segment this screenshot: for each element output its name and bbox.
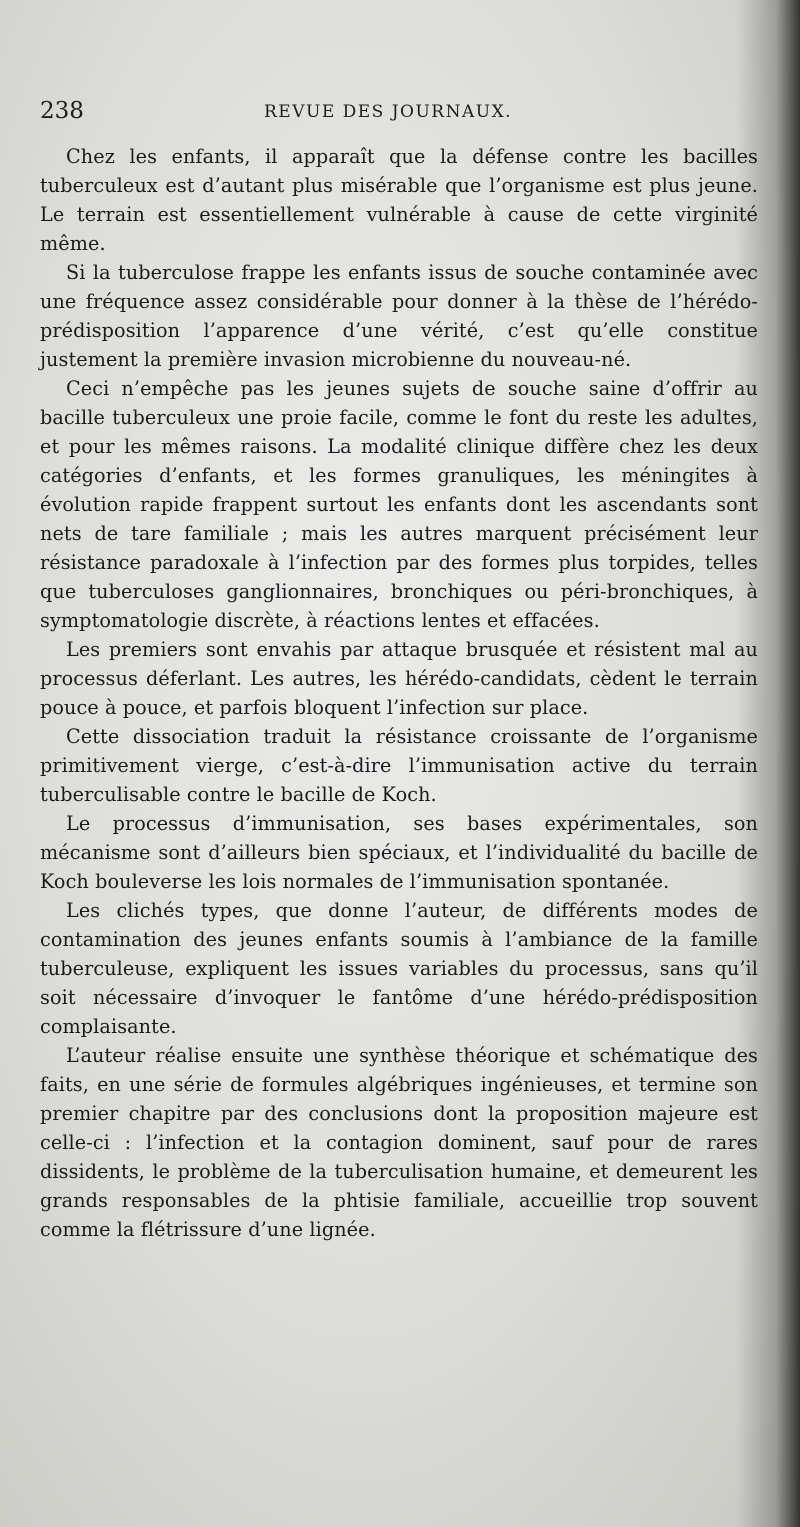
journal-title: REVUE DES JOURNAUX. bbox=[264, 102, 513, 122]
paragraph: Si la tuberculose frappe les enfants issus de souche contaminée avec une fréquence assez considérable pour donner à la thèse de l’hérédo-prédisposition l’apparence d’une vérité, c’est qu’elle constitue justement la première invasion microbienne du nouveau-né. bbox=[40, 261, 758, 371]
page-number: 238 bbox=[40, 98, 84, 124]
article-body bbox=[40, 142, 758, 1244]
paragraph: Chez les enfants, il apparaît que la défense contre les bacilles tuberculeux est d’autant plus misérable que l’organisme est plus jeune. Le terrain est essentiellement vulnérable à cause de cette virginité même. bbox=[40, 145, 758, 255]
paragraph: Les clichés types, que donne l’auteur, de différents modes de contamination des jeunes enfants soumis à l’ambiance de la famille tuberculeuse, expliquent les issues variables du processus, sans qu’il soit nécessaire d’invoquer le fantôme d’une hérédo-prédisposition complaisante. bbox=[40, 899, 758, 1038]
paragraph: Cette dissociation traduit la résistance croissante de l’organisme primitivement vierge, c’est-à-dire l’immunisation active du terrain tuberculisable contre le bacille de Koch. bbox=[40, 725, 758, 806]
paragraph: L’auteur réalise ensuite une synthèse théorique et schématique des faits, en une série de formules algébriques ingénieuses, et termine son premier chapitre par des conclusions dont la proposition majeure est celle-ci : l’infection et la contagion dominent, sauf pour de rares dissidents, le problème de la tuberculisation humaine, et demeurent les grands responsables de la phtisie familiale, accueillie trop souvent comme la flétrissure d’une lignée. bbox=[40, 1044, 758, 1241]
paragraph: Ceci n’empêche pas les jeunes sujets de souche saine d’offrir au bacille tuberculeux une proie facile, comme le font du reste les adultes, et pour les mêmes raisons. La modalité clinique diffère chez les deux catégories d’enfants, et les formes granuliques, les méningites à évolution rapide frappent surtout les enfants dont les ascendants sont nets de tare familiale ; mais les autres marquent précisément leur résistance paradoxale à l’infection par des formes plus torpides, telles que tuberculoses ganglionnaires, bronchiques ou péri-bronchiques, à symptomatologie discrète, à réactions lentes et effacées. bbox=[40, 377, 758, 632]
running-header bbox=[40, 98, 760, 130]
paragraph: Le processus d’immunisation, ses bases expérimentales, son mécanisme sont d’ailleurs bien spéciaux, et l’individualité du bacille de Koch bouleverse les lois normales de l’immunisation spontanée. bbox=[40, 812, 758, 893]
paragraph: Les premiers sont envahis par attaque brusquée et résistent mal au processus déferlant. Les autres, les hérédo-candidats, cèdent le terrain pouce à pouce, et parfois bloquent l’infection sur place. bbox=[40, 638, 758, 719]
